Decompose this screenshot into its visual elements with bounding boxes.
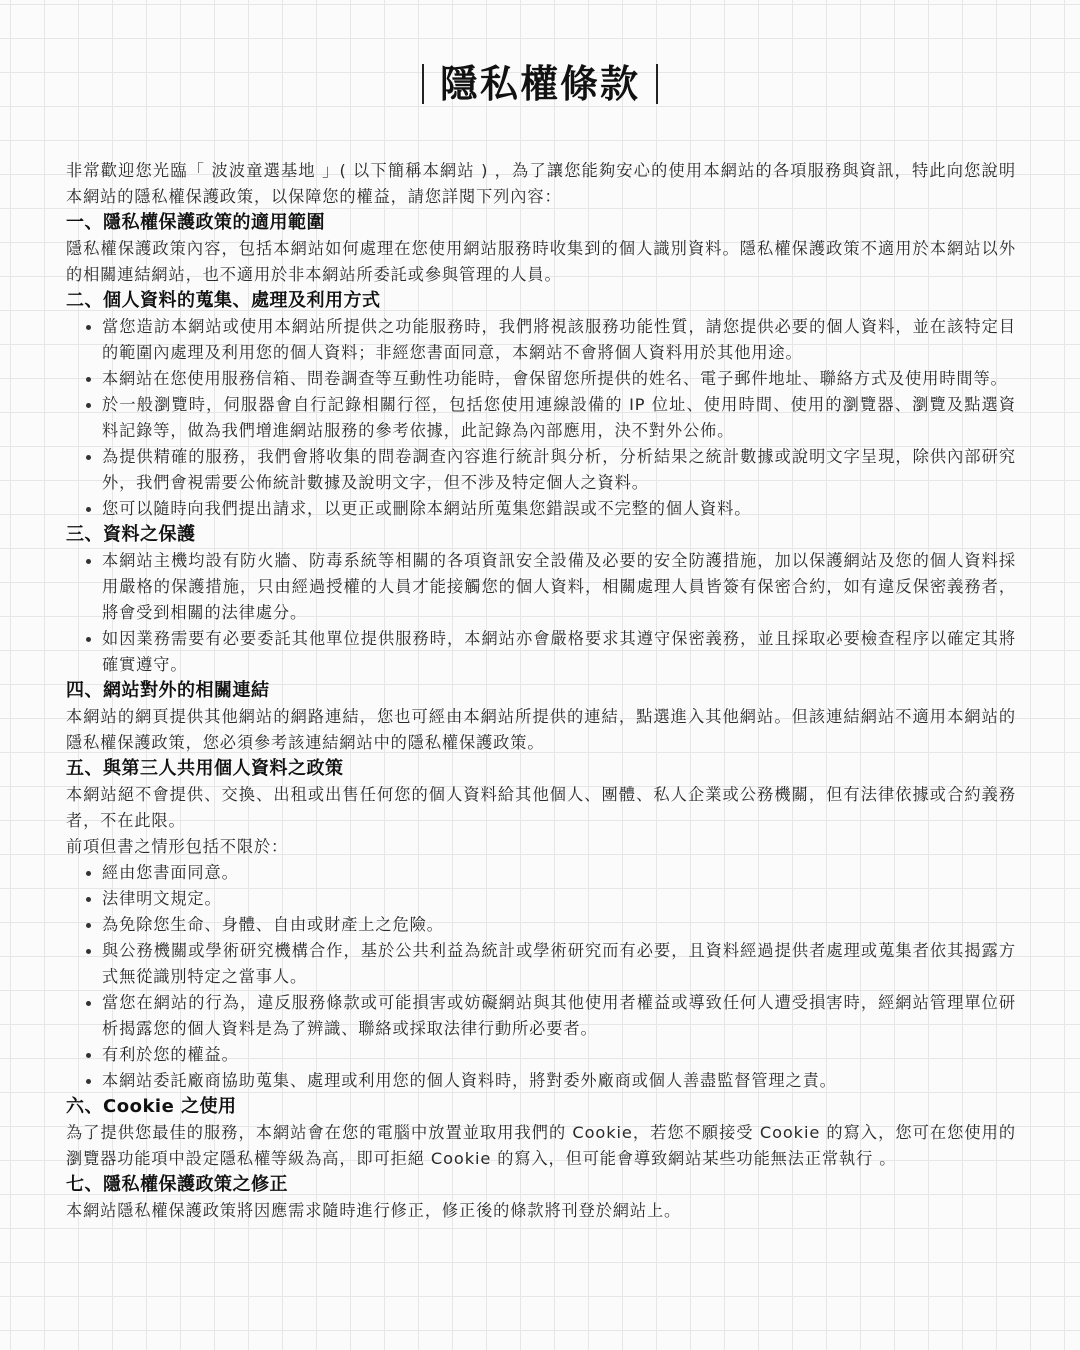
section-paragraph: 本網站隱私權保護政策將因應需求隨時進行修正，修正後的條款將刊登於網站上。 xyxy=(66,1201,682,1220)
list-item: 本網站在您使用服務信箱、問卷調查等互動性功能時，會保留您所提供的姓名、電子郵件地址、聯絡方式及使用時間等。 xyxy=(102,366,1016,392)
title-area xyxy=(0,58,1080,110)
list-item: 當您在網站的行為，違反服務條款或可能損害或妨礙網站與其他使用者權益或導致任何人遭受損害時，經網站管理單位研析揭露您的個人資料是為了辨識、聯絡或採取法律行動所必要者。 xyxy=(102,990,1016,1042)
page-title xyxy=(406,58,674,110)
section-heading-amendment: 七、隱私權保護政策之修正 xyxy=(66,1174,288,1195)
section-paragraph: 本網站絕不會提供、交換、出租或出售任何您的個人資料給其他個人、團體、私人企業或公務機關，但有法律依據或合約義務者，不在此限。 xyxy=(66,785,1016,830)
list-item: 您可以隨時向我們提出請求，以更正或刪除本網站所蒐集您錯誤或不完整的個人資料。 xyxy=(102,496,1016,522)
list-item: 與公務機關或學術研究機構合作，基於公共利益為統計或學術研究而有必要，且資料經過提供者處理或蒐集者依其揭露方式無從識別特定之當事人。 xyxy=(102,938,1016,990)
section-heading-scope: 一、隱私權保護政策的適用範圍 xyxy=(66,212,325,233)
section-paragraph: 為了提供您最佳的服務，本網站會在您的電腦中放置並取用我們的 Cookie，若您不願接受 Cookie 的寫入，您可在您使用的瀏覽器功能項中設定隱私權等級為高，即可拒絕 Cookie 的寫入，但可能會導致網站某些功能無法正常執行 。 xyxy=(66,1123,1016,1168)
list-item: 如因業務需要有必要委託其他單位提供服務時，本網站亦會嚴格要求其遵守保密義務，並且採取必要檢查程序以確定其將確實遵守。 xyxy=(102,626,1016,678)
section-heading-collection: 二、個人資料的蒐集、處理及利用方式 xyxy=(66,290,381,311)
list-item: 本網站主機均設有防火牆、防毒系統等相關的各項資訊安全設備及必要的安全防護措施，加以保護網站及您的個人資料採用嚴格的保護措施，只由經過授權的人員才能接觸您的個人資料，相關處理人員皆簽有保密合約，如有違反保密義務者，將會受到相關的法律處分。 xyxy=(102,548,1016,626)
title-right-bar xyxy=(656,64,658,104)
page-title-text: 隱私權條款 xyxy=(439,62,640,106)
third-party-list xyxy=(66,860,1016,1094)
list-item: 經由您書面同意。 xyxy=(102,860,1016,886)
section-heading-external-links: 四、網站對外的相關連結 xyxy=(66,680,270,701)
section-paragraph: 隱私權保護政策內容，包括本網站如何處理在您使用網站服務時收集到的個人識別資料。隱私權保護政策不適用於本網站以外的相關連結網站，也不適用於非本網站所委託或參與管理的人員。 xyxy=(66,239,1016,284)
section-paragraph: 前項但書之情形包括不限於： xyxy=(66,837,289,856)
section-heading-cookie: 六、Cookie 之使用 xyxy=(66,1096,237,1117)
list-item: 為提供精確的服務，我們會將收集的問卷調查內容進行統計與分析，分析結果之統計數據或說明文字呈現，除供內部研究外，我們會視需要公佈統計數據及說明文字，但不涉及特定個人之資料。 xyxy=(102,444,1016,496)
list-item: 有利於您的權益。 xyxy=(102,1042,1016,1068)
section-heading-protection: 三、資料之保護 xyxy=(66,524,196,545)
intro-paragraph: 非常歡迎您光臨「 波波童選基地 」( 以下簡稱本網站 ) ，為了讓您能夠安心的使用本網站的各項服務與資訊，特此向您說明本網站的隱私權保護政策，以保障您的權益，請您詳閱下列內容： xyxy=(66,161,1016,206)
list-item: 本網站委託廠商協助蒐集、處理或利用您的個人資料時，將對委外廠商或個人善盡監督管理之責。 xyxy=(102,1068,1016,1094)
policy-content xyxy=(66,158,1016,1224)
list-item: 法律明文規定。 xyxy=(102,886,1016,912)
list-item: 當您造訪本網站或使用本網站所提供之功能服務時，我們將視該服務功能性質，請您提供必要的個人資料，並在該特定目的範圍內處理及利用您的個人資料；非經您書面同意，本網站不會將個人資料用於其他用途。 xyxy=(102,314,1016,366)
list-item: 於一般瀏覽時，伺服器會自行記錄相關行徑，包括您使用連線設備的 IP 位址、使用時間、使用的瀏覽器、瀏覽及點選資料記錄等，做為我們增進網站服務的參考依據，此記錄為內部應用，決不對外公佈。 xyxy=(102,392,1016,444)
collection-list xyxy=(66,314,1016,522)
title-left-bar xyxy=(422,64,424,104)
section-heading-third-party: 五、與第三人共用個人資料之政策 xyxy=(66,758,344,779)
list-item: 為免除您生命、身體、自由或財產上之危險。 xyxy=(102,912,1016,938)
protection-list xyxy=(66,548,1016,678)
section-paragraph: 本網站的網頁提供其他網站的網路連結，您也可經由本網站所提供的連結，點選進入其他網站。但該連結網站不適用本網站的隱私權保護政策，您必須參考該連結網站中的隱私權保護政策。 xyxy=(66,707,1016,752)
